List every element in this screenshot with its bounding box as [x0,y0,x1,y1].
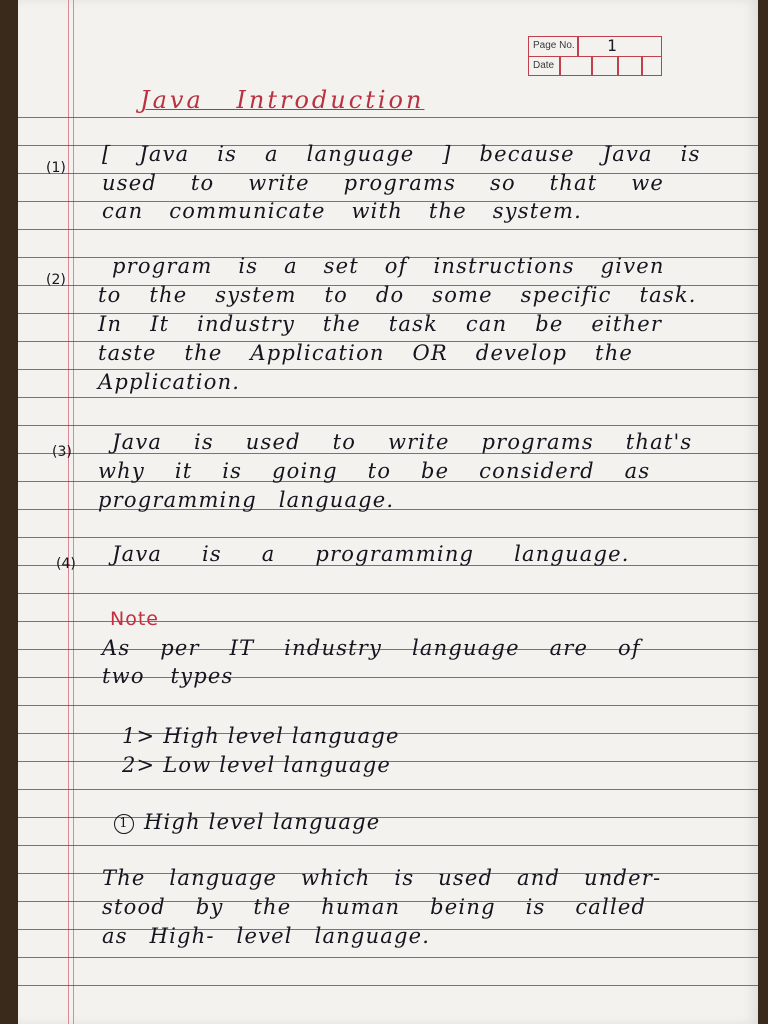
section-number: 1 [114,814,134,834]
point-3-line-2: why it is going to be considerd as [98,459,651,483]
date-row [529,57,661,76]
point-1-line-2: used to write programs so that we [102,171,665,195]
section-heading-text: High level language [144,810,381,834]
point-3-number: (3) [52,444,72,460]
point-1-number: (1) [46,160,66,176]
point-2-line-5: Application. [98,370,241,394]
note-line-1: As per IT industry language are of [102,636,641,660]
notebook-page [18,0,758,1024]
section-line-3: as High- level language. [102,924,431,948]
margin-line-left [68,0,69,1024]
note-line-2: two types [102,664,234,688]
point-3-line-1: Java is used to write programs that's [112,430,693,454]
point-2-number: (2) [46,272,66,288]
page-no-label: Page No. [533,40,575,51]
page-title: Java Introduction [140,86,425,114]
note-heading: Note [110,608,159,630]
page-no-value: 1 [607,36,617,55]
point-4-line-1: Java is a programming language. [112,542,630,566]
point-1-line-1: [ Java is a language ] because Java is [102,142,701,166]
point-2-line-2: to the system to do some specific task. [98,283,697,307]
page-no-row [529,37,661,57]
type-2: 2> Low level language [122,753,392,777]
section-line-1: The language which is used and under- [102,866,662,890]
point-2-line-3: In It industry the task can be either [98,312,663,336]
point-4-number: (4) [56,556,76,572]
date-label: Date [533,60,555,71]
section-line-2: stood by the human being is called [102,895,647,919]
page-date-box [528,36,662,76]
point-2-line-1: program is a set of instructions given [112,254,665,278]
point-3-line-3: programming language. [98,488,395,512]
point-1-line-3: can communicate with the system. [102,199,582,223]
margin-line-right [73,0,74,1024]
point-2-line-4: taste the Application OR develop the [98,341,634,365]
section-heading [114,810,380,834]
type-1: 1> High level language [122,724,400,748]
